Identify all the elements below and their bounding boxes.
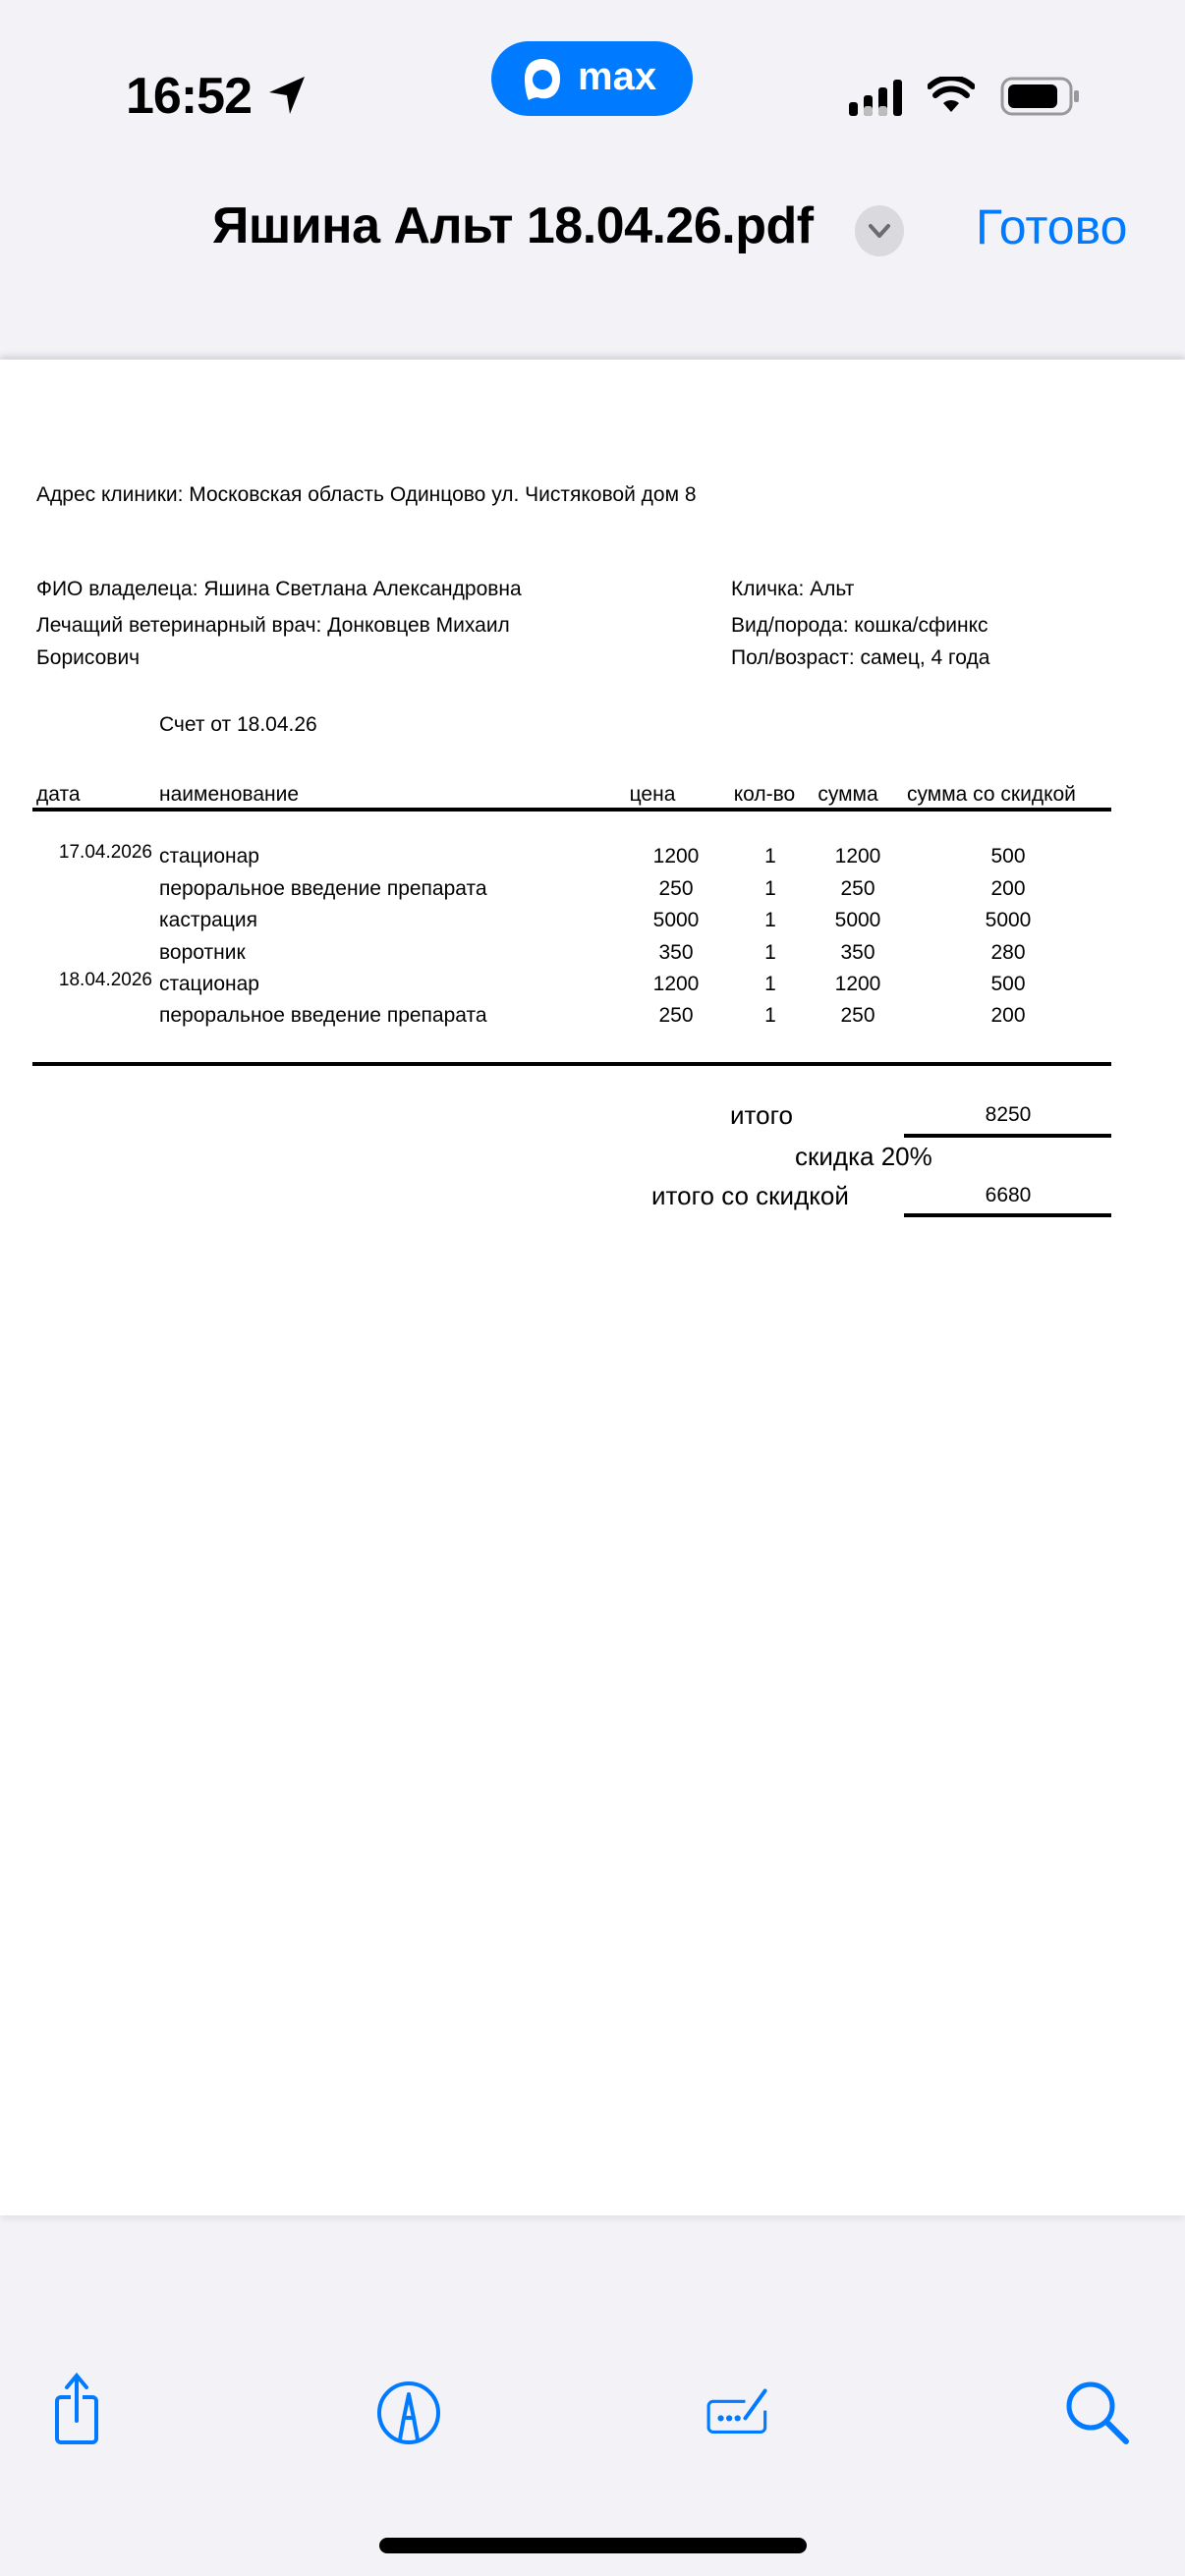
pet-sex-age: Пол/возраст: самец, 4 года — [731, 646, 990, 669]
row-sum: 350 — [840, 941, 875, 964]
row-price: 1200 — [652, 973, 700, 995]
total-discounted-value: 6680 — [985, 1184, 1032, 1206]
row-discounted: 280 — [990, 941, 1026, 964]
signal-icon — [849, 79, 906, 116]
total-label: итого — [730, 1100, 793, 1130]
invoice-title: Счет от 18.04.26 — [159, 713, 317, 736]
signature-icon[interactable] — [705, 2376, 774, 2450]
done-button[interactable]: Готово — [976, 199, 1128, 254]
row-qty: 1 — [764, 845, 776, 868]
max-logo-icon — [519, 55, 566, 104]
battery-icon — [1000, 77, 1081, 116]
row-price: 350 — [658, 941, 694, 964]
chevron-down-icon — [855, 205, 904, 256]
markup-icon[interactable] — [374, 2376, 443, 2450]
search-icon[interactable] — [1063, 2376, 1132, 2450]
document-title: Яшина Альт 18.04.26.pdf — [212, 197, 814, 254]
total-value: 8250 — [985, 1103, 1032, 1126]
row-sum: 1200 — [834, 845, 881, 868]
row-discounted: 200 — [990, 1004, 1026, 1027]
pdf-page[interactable] — [0, 360, 1185, 2215]
wifi-icon — [928, 77, 975, 114]
row-qty: 1 — [764, 877, 776, 900]
row-sum: 5000 — [834, 909, 881, 931]
column-header-price: цена — [629, 783, 676, 806]
column-header-qty: кол-во — [733, 783, 796, 806]
row-discounted: 200 — [990, 877, 1026, 900]
discount-label: скидка 20% — [795, 1142, 932, 1171]
row-price: 250 — [658, 877, 694, 900]
row-price: 1200 — [652, 845, 700, 868]
column-header-date: дата — [36, 783, 81, 806]
row-name: пероральное введение препарата — [159, 877, 487, 900]
pet-species: Вид/порода: кошка/сфинкс — [731, 614, 988, 637]
row-sum: 250 — [840, 1004, 875, 1027]
column-header-discounted: сумма со скидкой — [907, 783, 1076, 806]
row-qty: 1 — [764, 973, 776, 995]
table-bottom-divider — [32, 1062, 1111, 1066]
row-name: воротник — [159, 941, 246, 964]
row-discounted: 5000 — [985, 909, 1032, 931]
row-price: 5000 — [652, 909, 700, 931]
row-date: 17.04.2026 — [58, 842, 152, 863]
column-header-sum: сумма — [818, 783, 878, 806]
home-indicator — [379, 2538, 807, 2553]
row-name: пероральное введение препарата — [159, 1004, 487, 1027]
row-price: 250 — [658, 1004, 694, 1027]
header-divider — [32, 808, 1111, 812]
total-underline — [904, 1134, 1111, 1138]
column-header-name: наименование — [159, 783, 300, 806]
row-sum: 1200 — [834, 973, 881, 995]
row-qty: 1 — [764, 909, 776, 931]
total-discounted-underline — [904, 1213, 1111, 1217]
row-sum: 250 — [840, 877, 875, 900]
vet-name-line1: Лечащий ветеринарный врач: Донковцев Михаил — [36, 614, 510, 637]
app-pill-label: max — [578, 55, 657, 98]
row-name: стационар — [159, 845, 259, 868]
row-discounted: 500 — [990, 973, 1026, 995]
total-discounted-label: итого со скидкой — [651, 1181, 849, 1210]
row-qty: 1 — [764, 941, 776, 964]
row-name: стационар — [159, 973, 259, 995]
status-time: 16:52 — [126, 68, 252, 125]
clinic-address: Адрес клиники: Московская область Одинцово ул. Чистяковой дом 8 — [36, 483, 697, 506]
owner-name: ФИО владелеца: Яшина Светлана Александровна — [36, 578, 522, 600]
share-icon[interactable] — [49, 2372, 118, 2446]
row-date: 18.04.2026 — [58, 970, 152, 990]
row-name: кастрация — [159, 909, 257, 931]
title-menu-button[interactable] — [855, 205, 904, 256]
pet-name: Кличка: Альт — [731, 578, 855, 600]
location-arrow-icon — [265, 73, 309, 118]
vet-name-line2: Борисович — [36, 646, 141, 669]
row-qty: 1 — [764, 1004, 776, 1027]
row-discounted: 500 — [990, 845, 1026, 868]
